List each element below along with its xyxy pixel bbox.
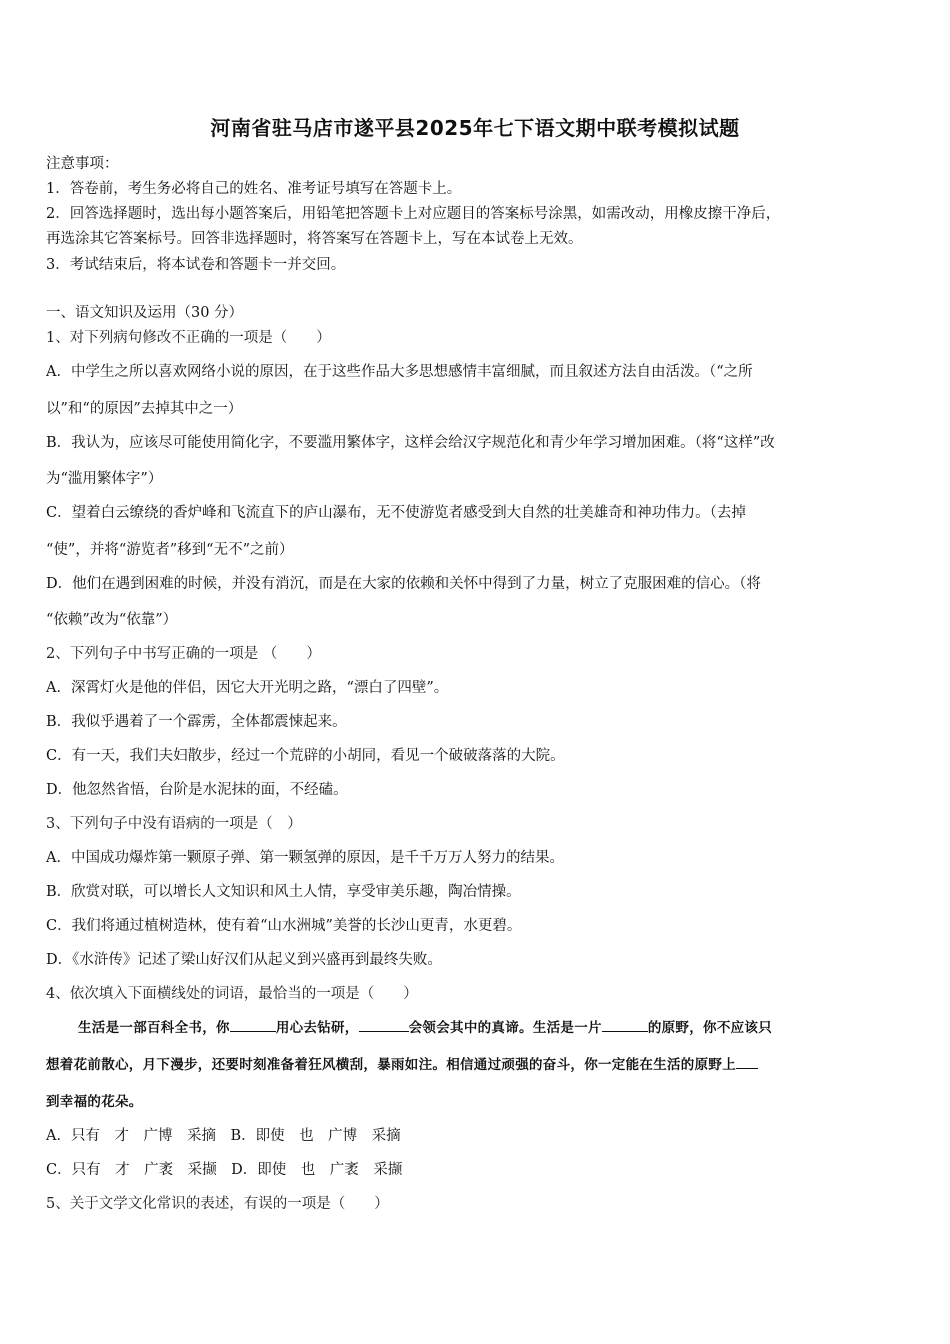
question-1-option-b: B．我认为，应该尽可能使用简化字，不要滥用繁体字，这样会给汉字规范化和青少年学习增加困难。（将“这样”改 — [46, 435, 775, 451]
question-4-options-cd: C．只有 才 广袤 采撷 D．即使 也 广袤 采撷 — [46, 1162, 403, 1178]
notes-item: 再选涂其它答案标号。回答非选择题时，将答案写在答题卡上，写在本试卷上无效。 — [46, 231, 583, 247]
question-2-option-d: D．他忽然省悟，台阶是水泥抹的面，不经磕。 — [46, 782, 348, 798]
section-heading: 一、语文知识及运用（30 分） — [46, 305, 244, 321]
question-3-option-a: A．中国成功爆炸第一颗原子弹、第一颗氢弹的原因，是千千万万人努力的结果。 — [46, 850, 564, 866]
question-2-option-a: A．深霄灯火是他的伴侣，因它大开光明之路，“漂白了四壁”。 — [46, 680, 449, 696]
blank-line — [230, 1030, 276, 1032]
question-1-stem: 1、对下列病句修改不正确的一项是（ ） — [46, 330, 331, 346]
question-1-option-a: A．中学生之所以喜欢网络小说的原因，在于这些作品大多思想感情丰富细腻，而且叙述方法自由活泼。（“之所 — [46, 364, 753, 380]
question-4-stem: 4、依次填入下面横线处的词语，最恰当的一项是（ ） — [46, 986, 418, 1002]
question-1-option-a-cont: 以”和“的原因”去掉其中之一） — [46, 401, 243, 417]
notes-item: 3．考试结束后，将本试卷和答题卡一并交回。 — [46, 257, 346, 273]
question-1-option-c: C．望着白云缭绕的香炉峰和飞流直下的庐山瀑布，无不使游览者感受到大自然的壮美雄奇和神功伟力。（去掉 — [46, 505, 746, 521]
question-4-passage-line-2 — [46, 1053, 908, 1073]
passage-text: 想着花前散心，月下漫步，还要时刻准备着狂风横刮，暴雨如注。相信通过顽强的奋斗，你一定能在生活的原野上 — [46, 1057, 736, 1073]
passage-text: 用心去钻研， — [275, 1020, 359, 1036]
blank-line — [736, 1067, 758, 1069]
question-3-option-c: C．我们将通过植树造林，使有着“山水洲城”美誉的长沙山更青，水更碧。 — [46, 918, 522, 934]
question-4-passage-line-3: 到幸福的花朵。 — [46, 1094, 143, 1110]
passage-text: 的原野，你不应该只 — [647, 1020, 773, 1036]
notes-item: 1．答卷前，考生务必将自己的姓名、准考证号填写在答题卡上。 — [46, 181, 462, 197]
question-2-stem: 2、下列句子中书写正确的一项是 （ ） — [46, 646, 321, 662]
question-1-option-b-cont: 为“滥用繁体字”） — [46, 471, 163, 487]
question-4-options-ab: A．只有 才 广博 采摘 B．即使 也 广博 采摘 — [46, 1128, 401, 1144]
passage-text: 生活是一部百科全书，你 — [78, 1020, 230, 1036]
question-3-option-d: D．《水浒传》记述了梁山好汉们从起义到兴盛再到最终失败。 — [46, 952, 442, 968]
question-2-option-b: B．我似乎遇着了一个霹雳，全体都震悚起来。 — [46, 714, 347, 730]
question-3-option-b: B．欣赏对联，可以增长人文知识和风土人情，享受审美乐趣，陶冶情操。 — [46, 884, 521, 900]
blank-line — [359, 1030, 409, 1032]
question-1-option-c-cont: “使”，并将“游览者”移到“无不”之前） — [46, 542, 294, 558]
notes-heading: 注意事项： — [46, 156, 119, 172]
question-1-option-d-cont: “依赖”改为“依靠”） — [46, 612, 178, 628]
notes-item: 2．回答选择题时，选出每小题答案后，用铅笔把答题卡上对应题目的答案标号涂黑，如需改动，用橡皮擦干净后， — [46, 206, 781, 222]
question-5-stem: 5、关于文学文化常识的表述，有误的一项是（ ） — [46, 1196, 389, 1212]
question-4-passage-line-1 — [46, 1016, 908, 1036]
page-title: 河南省驻马店市遂平县2025年七下语文期中联考模拟试题 — [210, 116, 740, 140]
question-1-option-d: D．他们在遇到困难的时候，并没有消沉，而是在大家的依赖和关怀中得到了力量，树立了克服困难的信心。（将 — [46, 576, 761, 592]
question-3-stem: 3、下列句子中没有语病的一项是（ ） — [46, 816, 302, 832]
passage-text: 会领会其中的真谛。生活是一片 — [408, 1020, 602, 1036]
blank-line — [602, 1030, 648, 1032]
question-2-option-c: C．有一天，我们夫妇散步，经过一个荒辟的小胡同，看见一个破破落落的大院。 — [46, 748, 565, 764]
